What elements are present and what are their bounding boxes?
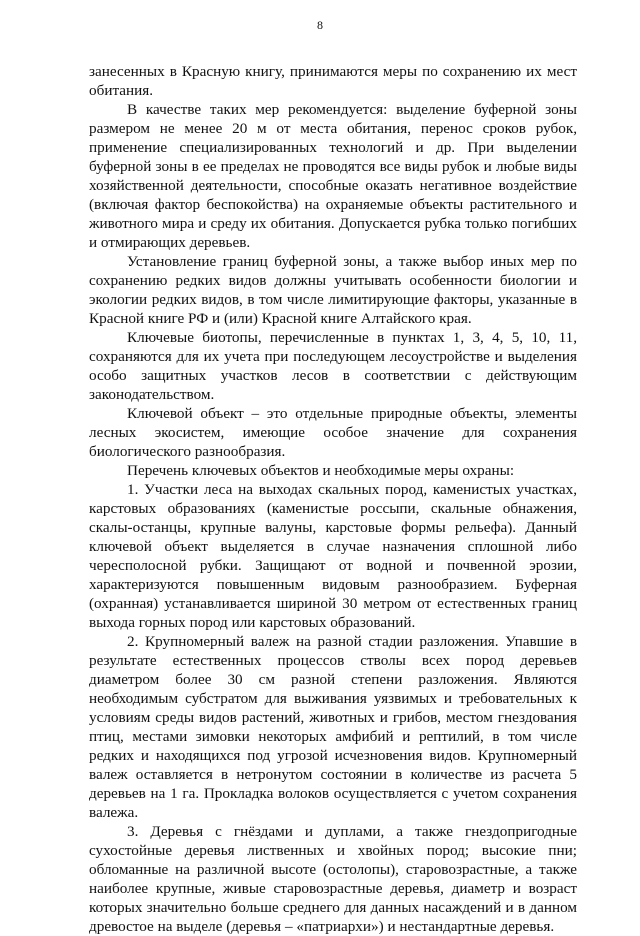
paragraph-continuation: занесенных в Красную книгу, принимаются меры по сохранению их мест обитания. [89,63,577,99]
paragraph-key-objects-list-intro: Перечень ключевых объектов и необходимые меры охраны: [127,462,515,479]
list-item-3-nest-trees: 3. Деревья с гнёздами и дуплами, а также гнездопригодные сухостойные деревья лиственных и хвойных пород; высокие пни; обломанные на различной высоте (остолопы), старовозрастные, а также наиболее крупные, живые старовозрастные деревья, диаметр и возраст которых значительно больше среднего для данных насаждений и в данном древостое на выделе (деревья – «патриархи») и нестандартные деревья. [89,823,577,935]
list-item-2-large-deadwood: 2. Крупномерный валеж на разной стадии разложения. Упавшие в результате естественных процессов стволы всех пород деревьев диаметром более 30 см разной степени разложения. Являются необходимым субстратом для выживания уязвимых и требовательных к условиям среды видов растений, животных и грибов, местом гнездования птиц, местами зимовки некоторых амфибий и рептилий, в том числе редких и находящихся под угрозой исчезновения видов. Крупномерный валеж оставляется в нетронутом состоянии в количестве из расчета 5 деревьев на 1 га. Прокладка волоков осуществляется с учетом сохранения валежа. [89,633,577,821]
page-number: 8 [317,18,323,32]
paragraph-buffer-zone-measures: В качестве таких мер рекомендуется: выделение буферной зоны размером не менее 20 м от места обитания, перенос сроков рубок, применение специализированных технологий и др. При выделении буферной зоны в ее пределах не проводятся все виды рубок и любые виды хозяйственной деятельности, способные оказать негативное воздействие (включая фактор беспокойства) на охраняемые объекты растительного и животного мира и среду их обитания. Допускается рубка только погибших и отмирающих деревьев. [89,101,577,251]
list-item-1-rock-outcrops: 1. Участки леса на выходах скальных пород, каменистых участках, карстовых образованиях (каменистые россыпи, скальные обнажения, скалы-останцы, крупные валуны, карстовые формы рельефа). Данный ключевой объект выделяется в случае назначения сплошной либо чересполосной рубки. Защищают от водной и почвенной эрозии, характеризуются повышенным видовым разнообразием. Буферная (охранная) устанавливается шириной 30 метром от естественных границ выхода горных пород или карстовых образований. [89,481,577,631]
paragraph-key-object-definition: Ключевой объект – это отдельные природные объекты, элементы лесных экосистем, имеющие особое значение для сохранения биологического разнообразия. [89,405,577,460]
paragraph-key-biotopes: Ключевые биотопы, перечисленные в пунктах 1, 3, 4, 5, 10, 11, сохраняются для их учета при последующем лесоустройстве и выделения особо защитных участков лесов в соответствии с действующим законодательством. [89,329,577,403]
paragraph-buffer-zone-boundaries: Установление границ буферной зоны, а также выбор иных мер по сохранению редких видов должны учитывать особенности биологии и экологии редких видов, в том числе лимитирующие факторы, указанные в Красной книге РФ и (или) Красной книге Алтайского края. [89,253,577,327]
document-body [89,62,577,936]
